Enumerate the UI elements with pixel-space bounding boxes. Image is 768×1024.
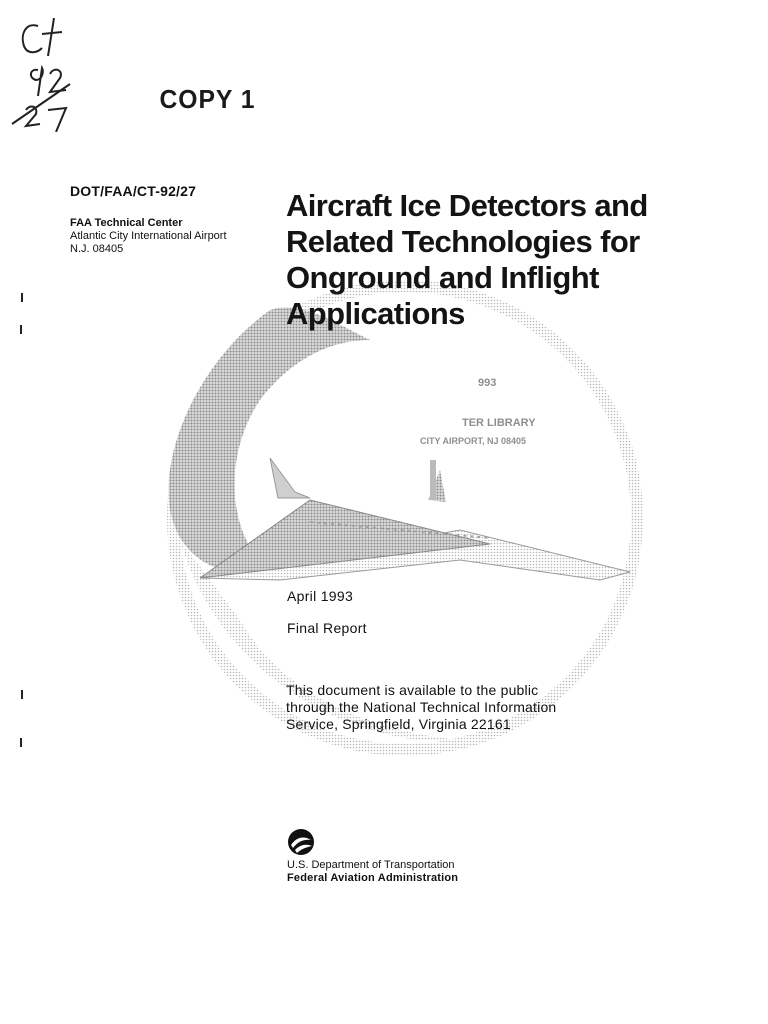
title-line: Applications xyxy=(286,296,465,331)
availability-line: through the National Technical Information xyxy=(286,699,557,715)
report-number: DOT/FAA/CT-92/27 xyxy=(70,183,197,199)
library-stamp-year: 993 xyxy=(478,377,497,389)
title-line: Related Technologies for xyxy=(286,224,640,259)
availability-line: Service, Springfield, Virginia 22161 xyxy=(286,716,511,732)
report-date: April 1993 xyxy=(287,588,354,604)
library-stamp-location: CITY AIRPORT, NJ 08405 xyxy=(420,436,527,446)
issuing-center xyxy=(70,217,227,256)
report-type: Final Report xyxy=(287,620,367,636)
margin-mark xyxy=(20,738,22,747)
margin-mark xyxy=(21,293,23,302)
center-address-line: Atlantic City International Airport xyxy=(70,230,227,242)
title-line: Aircraft Ice Detectors and xyxy=(286,188,648,223)
report-title xyxy=(286,188,666,332)
dot-logo-icon xyxy=(287,828,315,856)
availability-line: This document is available to the public xyxy=(286,682,539,698)
title-line: Onground and Inflight xyxy=(286,260,599,295)
department-name: U.S. Department of Transportation xyxy=(287,859,455,871)
library-stamp-name: TER LIBRARY xyxy=(462,417,536,429)
copy-stamp: COPY 1 xyxy=(159,84,256,114)
department-block xyxy=(287,859,458,885)
availability-statement xyxy=(286,682,606,733)
handwritten-note xyxy=(8,12,78,132)
agency-name: Federal Aviation Administration xyxy=(287,872,459,884)
margin-mark xyxy=(20,325,22,334)
center-address-line: N.J. 08405 xyxy=(70,243,124,255)
center-name: FAA Technical Center xyxy=(70,217,183,229)
margin-mark xyxy=(21,690,23,699)
